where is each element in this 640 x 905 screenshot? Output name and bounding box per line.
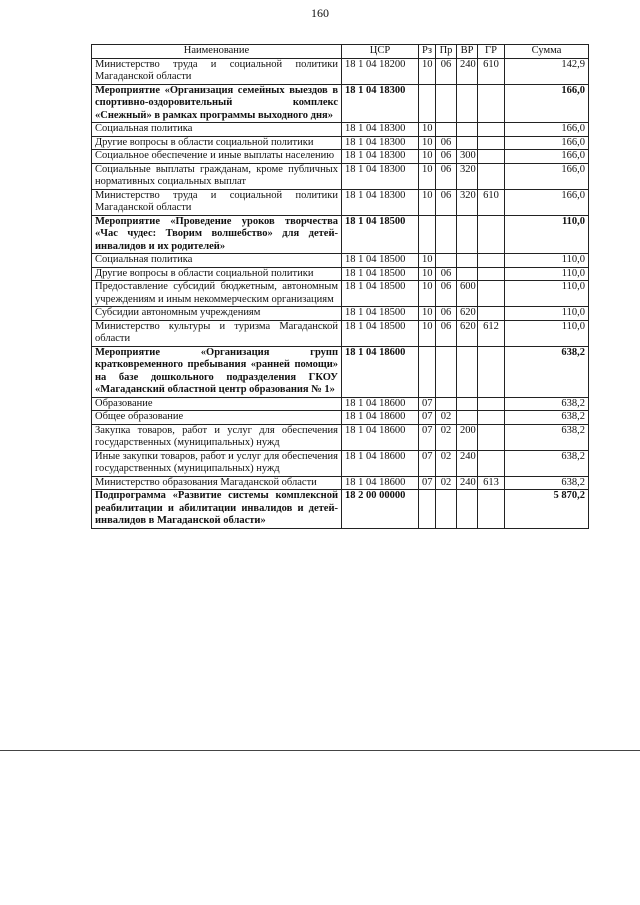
cell-pr — [436, 254, 457, 268]
cell-vr — [457, 84, 478, 123]
cell-csr: 18 2 00 00000 — [342, 490, 419, 529]
cell-sum: 638,2 — [505, 424, 589, 450]
cell-csr: 18 1 04 18600 — [342, 450, 419, 476]
cell-pr: 02 — [436, 424, 457, 450]
cell-vr — [457, 254, 478, 268]
cell-sum: 110,0 — [505, 320, 589, 346]
cell-rz: 10 — [419, 307, 436, 321]
cell-pr: 06 — [436, 281, 457, 307]
cell-vr — [457, 136, 478, 150]
cell-name: Министерство труда и социальной политики Магаданской области — [92, 189, 342, 215]
table-row — [92, 397, 589, 411]
table-row — [92, 189, 589, 215]
cell-csr: 18 1 04 18500 — [342, 281, 419, 307]
cell-pr: 02 — [436, 476, 457, 490]
cell-rz: 07 — [419, 476, 436, 490]
cell-pr — [436, 84, 457, 123]
cell-pr: 06 — [436, 163, 457, 189]
cell-gr — [478, 411, 505, 425]
cell-pr: 06 — [436, 58, 457, 84]
cell-rz: 07 — [419, 411, 436, 425]
cell-name: Министерство труда и социальной политики Магаданской области — [92, 58, 342, 84]
cell-sum: 166,0 — [505, 136, 589, 150]
cell-name: Социальная политика — [92, 123, 342, 137]
cell-pr: 06 — [436, 320, 457, 346]
header-gr: ГР — [478, 45, 505, 59]
cell-pr: 06 — [436, 150, 457, 164]
cell-sum: 166,0 — [505, 84, 589, 123]
cell-name: Социальная политика — [92, 254, 342, 268]
cell-gr: 612 — [478, 320, 505, 346]
cell-csr: 18 1 04 18300 — [342, 123, 419, 137]
cell-gr — [478, 215, 505, 254]
cell-pr: 06 — [436, 189, 457, 215]
cell-rz: 10 — [419, 58, 436, 84]
cell-sum: 166,0 — [505, 150, 589, 164]
cell-sum: 142,9 — [505, 58, 589, 84]
cell-sum: 110,0 — [505, 267, 589, 281]
cell-gr — [478, 163, 505, 189]
cell-gr — [478, 281, 505, 307]
cell-name: Мероприятие «Проведение уроков творчества «Час чудес: Творим волшебство» для детей-инвалидов и их родителей» — [92, 215, 342, 254]
table-row — [92, 476, 589, 490]
table-row — [92, 411, 589, 425]
header-csr: ЦСР — [342, 45, 419, 59]
cell-gr — [478, 346, 505, 397]
cell-vr: 300 — [457, 150, 478, 164]
cell-name: Мероприятие «Организация семейных выездов в спортивно-оздоровительный комплекс «Снежный» в рамках программы выходного дня» — [92, 84, 342, 123]
cell-pr: 02 — [436, 450, 457, 476]
cell-vr: 600 — [457, 281, 478, 307]
table-row — [92, 320, 589, 346]
cell-name: Подпрограмма «Развитие системы комплексной реабилитации и абилитации инвалидов и детей-инвалидов в Магаданской области» — [92, 490, 342, 529]
cell-vr: 240 — [457, 58, 478, 84]
cell-name: Субсидии автономным учреждениям — [92, 307, 342, 321]
cell-sum: 638,2 — [505, 476, 589, 490]
cell-csr: 18 1 04 18500 — [342, 267, 419, 281]
cell-rz: 07 — [419, 397, 436, 411]
cell-sum: 638,2 — [505, 411, 589, 425]
cell-csr: 18 1 04 18600 — [342, 424, 419, 450]
cell-name: Мероприятие «Организация групп кратковременного пребывания «ранней помощи» на базе дошкольного подразделения ГКОУ «Магаданский областной центр образования № 1» — [92, 346, 342, 397]
cell-csr: 18 1 04 18500 — [342, 320, 419, 346]
cell-name: Министерство образования Магаданской области — [92, 476, 342, 490]
table-row — [92, 254, 589, 268]
cell-name: Закупка товаров, работ и услуг для обеспечения государственных (муниципальных) нужд — [92, 424, 342, 450]
cell-sum: 166,0 — [505, 163, 589, 189]
table-row — [92, 58, 589, 84]
table-row — [92, 150, 589, 164]
cell-csr: 18 1 04 18500 — [342, 215, 419, 254]
cell-vr: 320 — [457, 189, 478, 215]
cell-csr: 18 1 04 18500 — [342, 307, 419, 321]
cell-gr — [478, 424, 505, 450]
cell-gr — [478, 123, 505, 137]
cell-name: Другие вопросы в области социальной политики — [92, 136, 342, 150]
cell-vr — [457, 215, 478, 254]
bottom-rule — [0, 750, 640, 751]
cell-rz — [419, 84, 436, 123]
table-row — [92, 424, 589, 450]
table-header-row — [92, 45, 589, 59]
cell-sum: 638,2 — [505, 397, 589, 411]
cell-gr — [478, 490, 505, 529]
cell-pr — [436, 490, 457, 529]
cell-csr: 18 1 04 18600 — [342, 476, 419, 490]
cell-vr: 240 — [457, 476, 478, 490]
cell-sum: 166,0 — [505, 123, 589, 137]
table-row — [92, 450, 589, 476]
cell-pr — [436, 123, 457, 137]
cell-sum: 638,2 — [505, 450, 589, 476]
cell-rz: 10 — [419, 281, 436, 307]
cell-gr — [478, 150, 505, 164]
header-vr: ВР — [457, 45, 478, 59]
cell-rz — [419, 346, 436, 397]
cell-name: Предоставление субсидий бюджетным, автономным учреждениям и иным некоммерческим организациям — [92, 281, 342, 307]
cell-pr: 06 — [436, 267, 457, 281]
cell-csr: 18 1 04 18300 — [342, 189, 419, 215]
cell-rz: 07 — [419, 424, 436, 450]
cell-gr — [478, 307, 505, 321]
cell-gr: 610 — [478, 58, 505, 84]
table-row — [92, 267, 589, 281]
cell-gr: 610 — [478, 189, 505, 215]
cell-sum: 110,0 — [505, 307, 589, 321]
cell-name: Министерство культуры и туризма Магаданской области — [92, 320, 342, 346]
table-row — [92, 136, 589, 150]
cell-sum: 638,2 — [505, 346, 589, 397]
cell-csr: 18 1 04 18600 — [342, 346, 419, 397]
header-sum: Сумма — [505, 45, 589, 59]
cell-sum: 110,0 — [505, 281, 589, 307]
cell-rz: 10 — [419, 189, 436, 215]
cell-rz: 10 — [419, 320, 436, 346]
table-row — [92, 307, 589, 321]
cell-sum: 5 870,2 — [505, 490, 589, 529]
cell-name: Другие вопросы в области социальной политики — [92, 267, 342, 281]
cell-name: Общее образование — [92, 411, 342, 425]
header-name: Наименование — [92, 45, 342, 59]
cell-rz: 10 — [419, 150, 436, 164]
cell-vr: 200 — [457, 424, 478, 450]
cell-gr — [478, 136, 505, 150]
cell-pr — [436, 397, 457, 411]
cell-vr: 620 — [457, 307, 478, 321]
cell-pr — [436, 215, 457, 254]
cell-rz: 07 — [419, 450, 436, 476]
table-row — [92, 84, 589, 123]
cell-gr — [478, 267, 505, 281]
cell-name: Образование — [92, 397, 342, 411]
cell-rz: 10 — [419, 163, 436, 189]
cell-csr: 18 1 04 18600 — [342, 397, 419, 411]
budget-table — [91, 44, 589, 529]
cell-rz: 10 — [419, 267, 436, 281]
cell-gr — [478, 397, 505, 411]
cell-csr: 18 1 04 18300 — [342, 150, 419, 164]
cell-vr — [457, 411, 478, 425]
cell-csr: 18 1 04 18300 — [342, 136, 419, 150]
cell-gr — [478, 254, 505, 268]
cell-sum: 166,0 — [505, 189, 589, 215]
cell-csr: 18 1 04 18500 — [342, 254, 419, 268]
cell-pr: 06 — [436, 307, 457, 321]
cell-name: Социальные выплаты гражданам, кроме публичных нормативных социальных выплат — [92, 163, 342, 189]
cell-vr: 320 — [457, 163, 478, 189]
table-row — [92, 215, 589, 254]
cell-csr: 18 1 04 18200 — [342, 58, 419, 84]
cell-pr: 02 — [436, 411, 457, 425]
cell-name: Иные закупки товаров, работ и услуг для обеспечения государственных (муниципальных) нужд — [92, 450, 342, 476]
cell-name: Социальное обеспечение и иные выплаты населению — [92, 150, 342, 164]
table-row — [92, 163, 589, 189]
cell-vr: 240 — [457, 450, 478, 476]
cell-gr — [478, 84, 505, 123]
cell-vr: 620 — [457, 320, 478, 346]
cell-vr — [457, 123, 478, 137]
cell-rz — [419, 215, 436, 254]
header-rz: Рз — [419, 45, 436, 59]
cell-vr — [457, 397, 478, 411]
cell-csr: 18 1 04 18300 — [342, 84, 419, 123]
cell-sum: 110,0 — [505, 254, 589, 268]
cell-vr — [457, 490, 478, 529]
cell-pr — [436, 346, 457, 397]
cell-vr — [457, 346, 478, 397]
cell-rz: 10 — [419, 254, 436, 268]
table-body — [92, 58, 589, 528]
cell-sum: 110,0 — [505, 215, 589, 254]
cell-gr — [478, 450, 505, 476]
table-row — [92, 346, 589, 397]
table-row — [92, 281, 589, 307]
cell-pr: 06 — [436, 136, 457, 150]
cell-gr: 613 — [478, 476, 505, 490]
page-number: 160 — [311, 6, 329, 20]
cell-vr — [457, 267, 478, 281]
cell-csr: 18 1 04 18300 — [342, 163, 419, 189]
cell-csr: 18 1 04 18600 — [342, 411, 419, 425]
table-row — [92, 490, 589, 529]
cell-rz: 10 — [419, 123, 436, 137]
table-row — [92, 123, 589, 137]
cell-rz: 10 — [419, 136, 436, 150]
cell-rz — [419, 490, 436, 529]
header-pr: Пр — [436, 45, 457, 59]
